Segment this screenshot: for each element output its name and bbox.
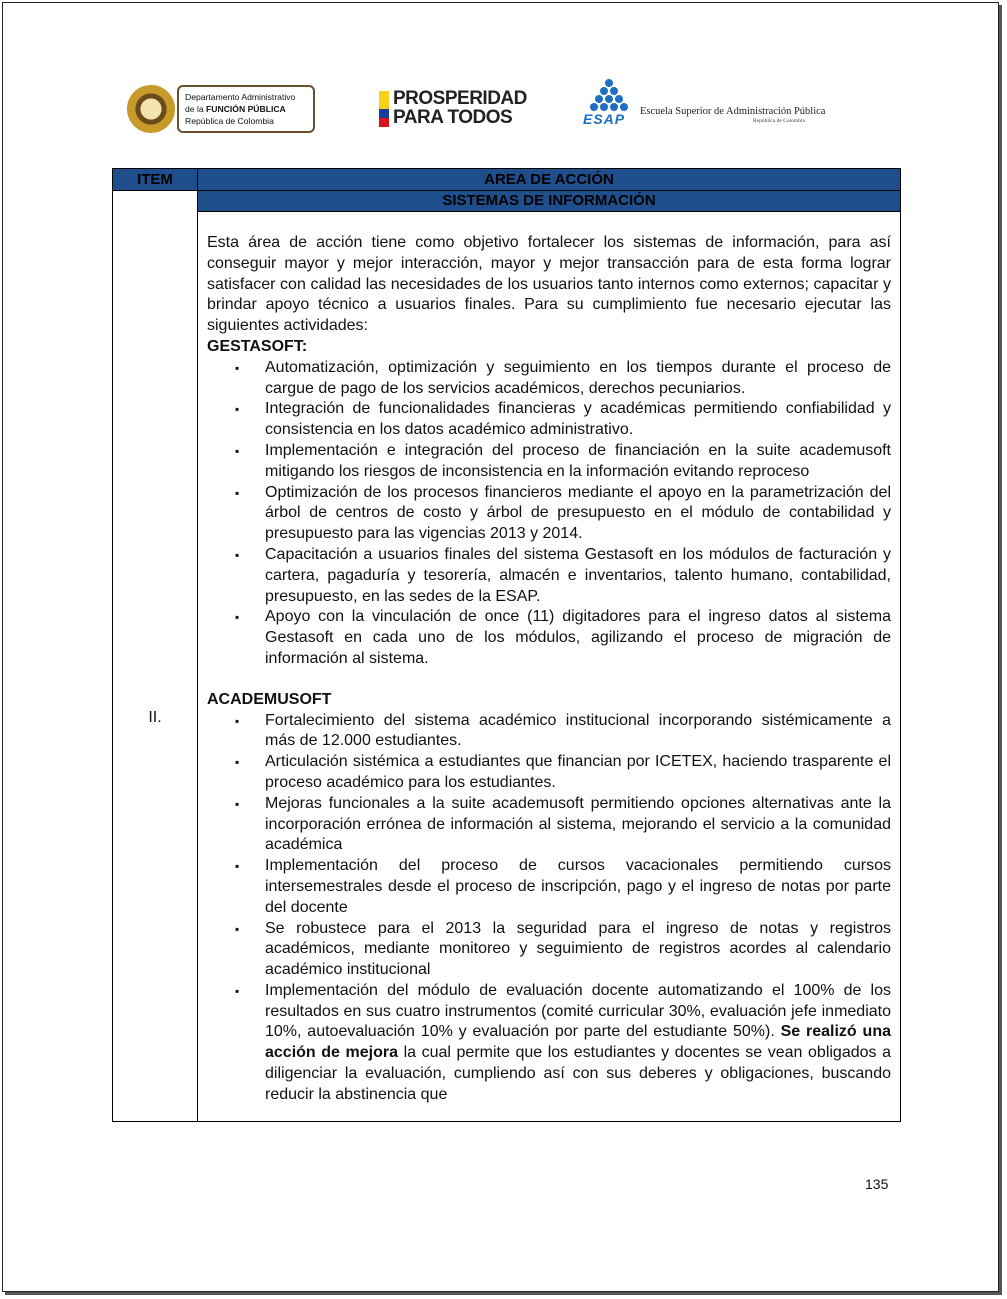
gestasoft-list bbox=[207, 358, 891, 670]
section-title-gestasoft: GESTASOFT: bbox=[207, 337, 308, 355]
item-column bbox=[113, 191, 198, 1121]
bullet-icon: ▪ bbox=[235, 859, 240, 874]
list-item: ▪ Mejoras funcionales a la suite academusoft permitiendo opciones alternativas ante la incorporación errónea de información al sistema, mejorando el servicio a la comunidad académica bbox=[235, 794, 891, 854]
list-item: ▪ Apoyo con la vinculación de once (11) digitadores para el ingreso datos al sistema Gestasoft en cada uno de los módulos, agilizando el proceso de migración de información al sistema. bbox=[235, 608, 891, 667]
academusoft-list bbox=[207, 711, 891, 981]
esap-dots-icon bbox=[589, 79, 629, 115]
funcion-line3: República de Colombia bbox=[185, 116, 274, 126]
bullet-icon: ▪ bbox=[235, 713, 240, 728]
list-item: ▪ Integración de funcionalidades financieras y académicas permitiendo confiabilidad y consistencia en los datos académico administrativo. bbox=[235, 400, 891, 439]
bullet-icon: ▪ bbox=[235, 547, 240, 562]
colombia-flag-icon bbox=[379, 91, 389, 127]
esap-subtitle: República de Colombia bbox=[753, 118, 805, 124]
academusoft-list-last bbox=[207, 981, 891, 1106]
list-item: ▪ Se robustece para el 2013 la seguridad para el ingreso de notas y registros académicos, mediante monitoreo y seguimiento de registros acordes al calendario académico institucional bbox=[235, 919, 891, 979]
header-item: ITEM bbox=[113, 169, 198, 190]
prosperidad-logo bbox=[379, 89, 539, 129]
esap-logo bbox=[583, 79, 826, 129]
bullet-icon: ▪ bbox=[235, 755, 240, 770]
action-area-table bbox=[112, 168, 901, 1122]
bullet-icon: ▪ bbox=[235, 443, 240, 458]
header-area-accion: AREA DE ACCIÓN bbox=[484, 171, 614, 188]
esap-name: Escuela Superior de Administración Pública bbox=[640, 106, 826, 117]
list-item: ▪ Capacitación a usuarios finales del sistema Gestasoft en los módulos de facturación y cartera, pagaduría y tesorería, almacén e inventarios, talento humano, contabilidad, presupuesto, en las sedes de la ESAP. bbox=[235, 545, 891, 605]
item-value: II. bbox=[148, 709, 162, 726]
bullet-icon: ▪ bbox=[235, 485, 240, 500]
colombia-seal-icon bbox=[127, 85, 175, 133]
section-title-academusoft: ACADEMUSOFT bbox=[207, 690, 332, 708]
funcion-publica-logo bbox=[127, 85, 317, 135]
list-item: ▪ Implementación del proceso de cursos vacacionales permitiendo cursos intersemestrales desde el proceso de inscripción, pago y el ingreso de notas por parte del docente bbox=[235, 857, 891, 916]
list-item: ▪ Implementación del módulo de evaluación docente automatizando el 100% de los resultados en sus cuatro instrumentos (comité curricular 30%, evaluación jefe inmediato 10%, autoevaluación 10% y evaluación por parte del estudiante 50%). Se realizó una acción de mejora la cual permite que los estudiantes y docentes se vean obligados a diligenciar la evaluación, cumpliendo así con sus deberes y obligaciones, buscando reducir la abstinencia que bbox=[235, 981, 891, 1103]
document-page bbox=[2, 2, 999, 1292]
bullet-icon: ▪ bbox=[235, 796, 240, 811]
header-logos bbox=[3, 3, 998, 153]
bullet-icon: ▪ bbox=[235, 921, 240, 936]
table-header-row bbox=[113, 169, 900, 191]
list-item: ▪ Articulación sistémica a estudiantes que financian por ICETEX, haciendo trasparente el proceso académico para los estudiantes. bbox=[235, 753, 891, 791]
list-item: ▪ Implementación e integración del proceso de financiación en la suite academusoft mitigando los riesgos de inconsistencia en la información evitando reproceso bbox=[235, 441, 891, 480]
prosperidad-text: PROSPERIDAD PARA TODOS bbox=[393, 88, 527, 128]
subheader-sistemas: SISTEMAS DE INFORMACIÓN bbox=[198, 191, 900, 212]
list-item: ▪ Automatización, optimización y seguimiento en los tiempos durante el proceso de cargue de pago de los servicios académicos, derechos pecuniarios. bbox=[235, 358, 891, 397]
bullet-icon: ▪ bbox=[235, 360, 240, 375]
list-item: ▪ Fortalecimiento del sistema académico institucional incorporando sistémicamente a más de 12.000 estudiantes. bbox=[235, 711, 891, 750]
esap-acronym: ESAP bbox=[583, 111, 626, 127]
bullet-icon: ▪ bbox=[235, 983, 240, 998]
funcion-publica-text-box bbox=[177, 85, 315, 133]
intro-paragraph: Esta área de acción tiene como objetivo fortalecer los sistemas de información, para así conseguir mayor y mejor interacción, mayor y mejor transacción para de esta forma lograr satisfacer con calidad las necesidades de los usuarios tanto internos como externos; capacitar y brindar apoyo técnico a usuarios finales. Para su cumplimiento fue necesario ejecutar las siguientes actividades: bbox=[207, 234, 891, 335]
page-number: 135 bbox=[865, 1176, 889, 1192]
list-item: ▪ Optimización de los procesos financieros mediante el apoyo en la parametrización del árbol de centros de costo y árbol de presupuesto en el módulo de contabilidad y presupuesto para las vigencias 2013 y 2014. bbox=[235, 483, 891, 543]
bullet-icon: ▪ bbox=[235, 402, 240, 417]
area-content bbox=[207, 233, 891, 1106]
funcion-line2: de la FUNCIÓN PÚBLICA bbox=[185, 104, 286, 114]
funcion-line1: Departamento Administrativo bbox=[185, 92, 296, 102]
bullet-icon: ▪ bbox=[235, 610, 240, 625]
